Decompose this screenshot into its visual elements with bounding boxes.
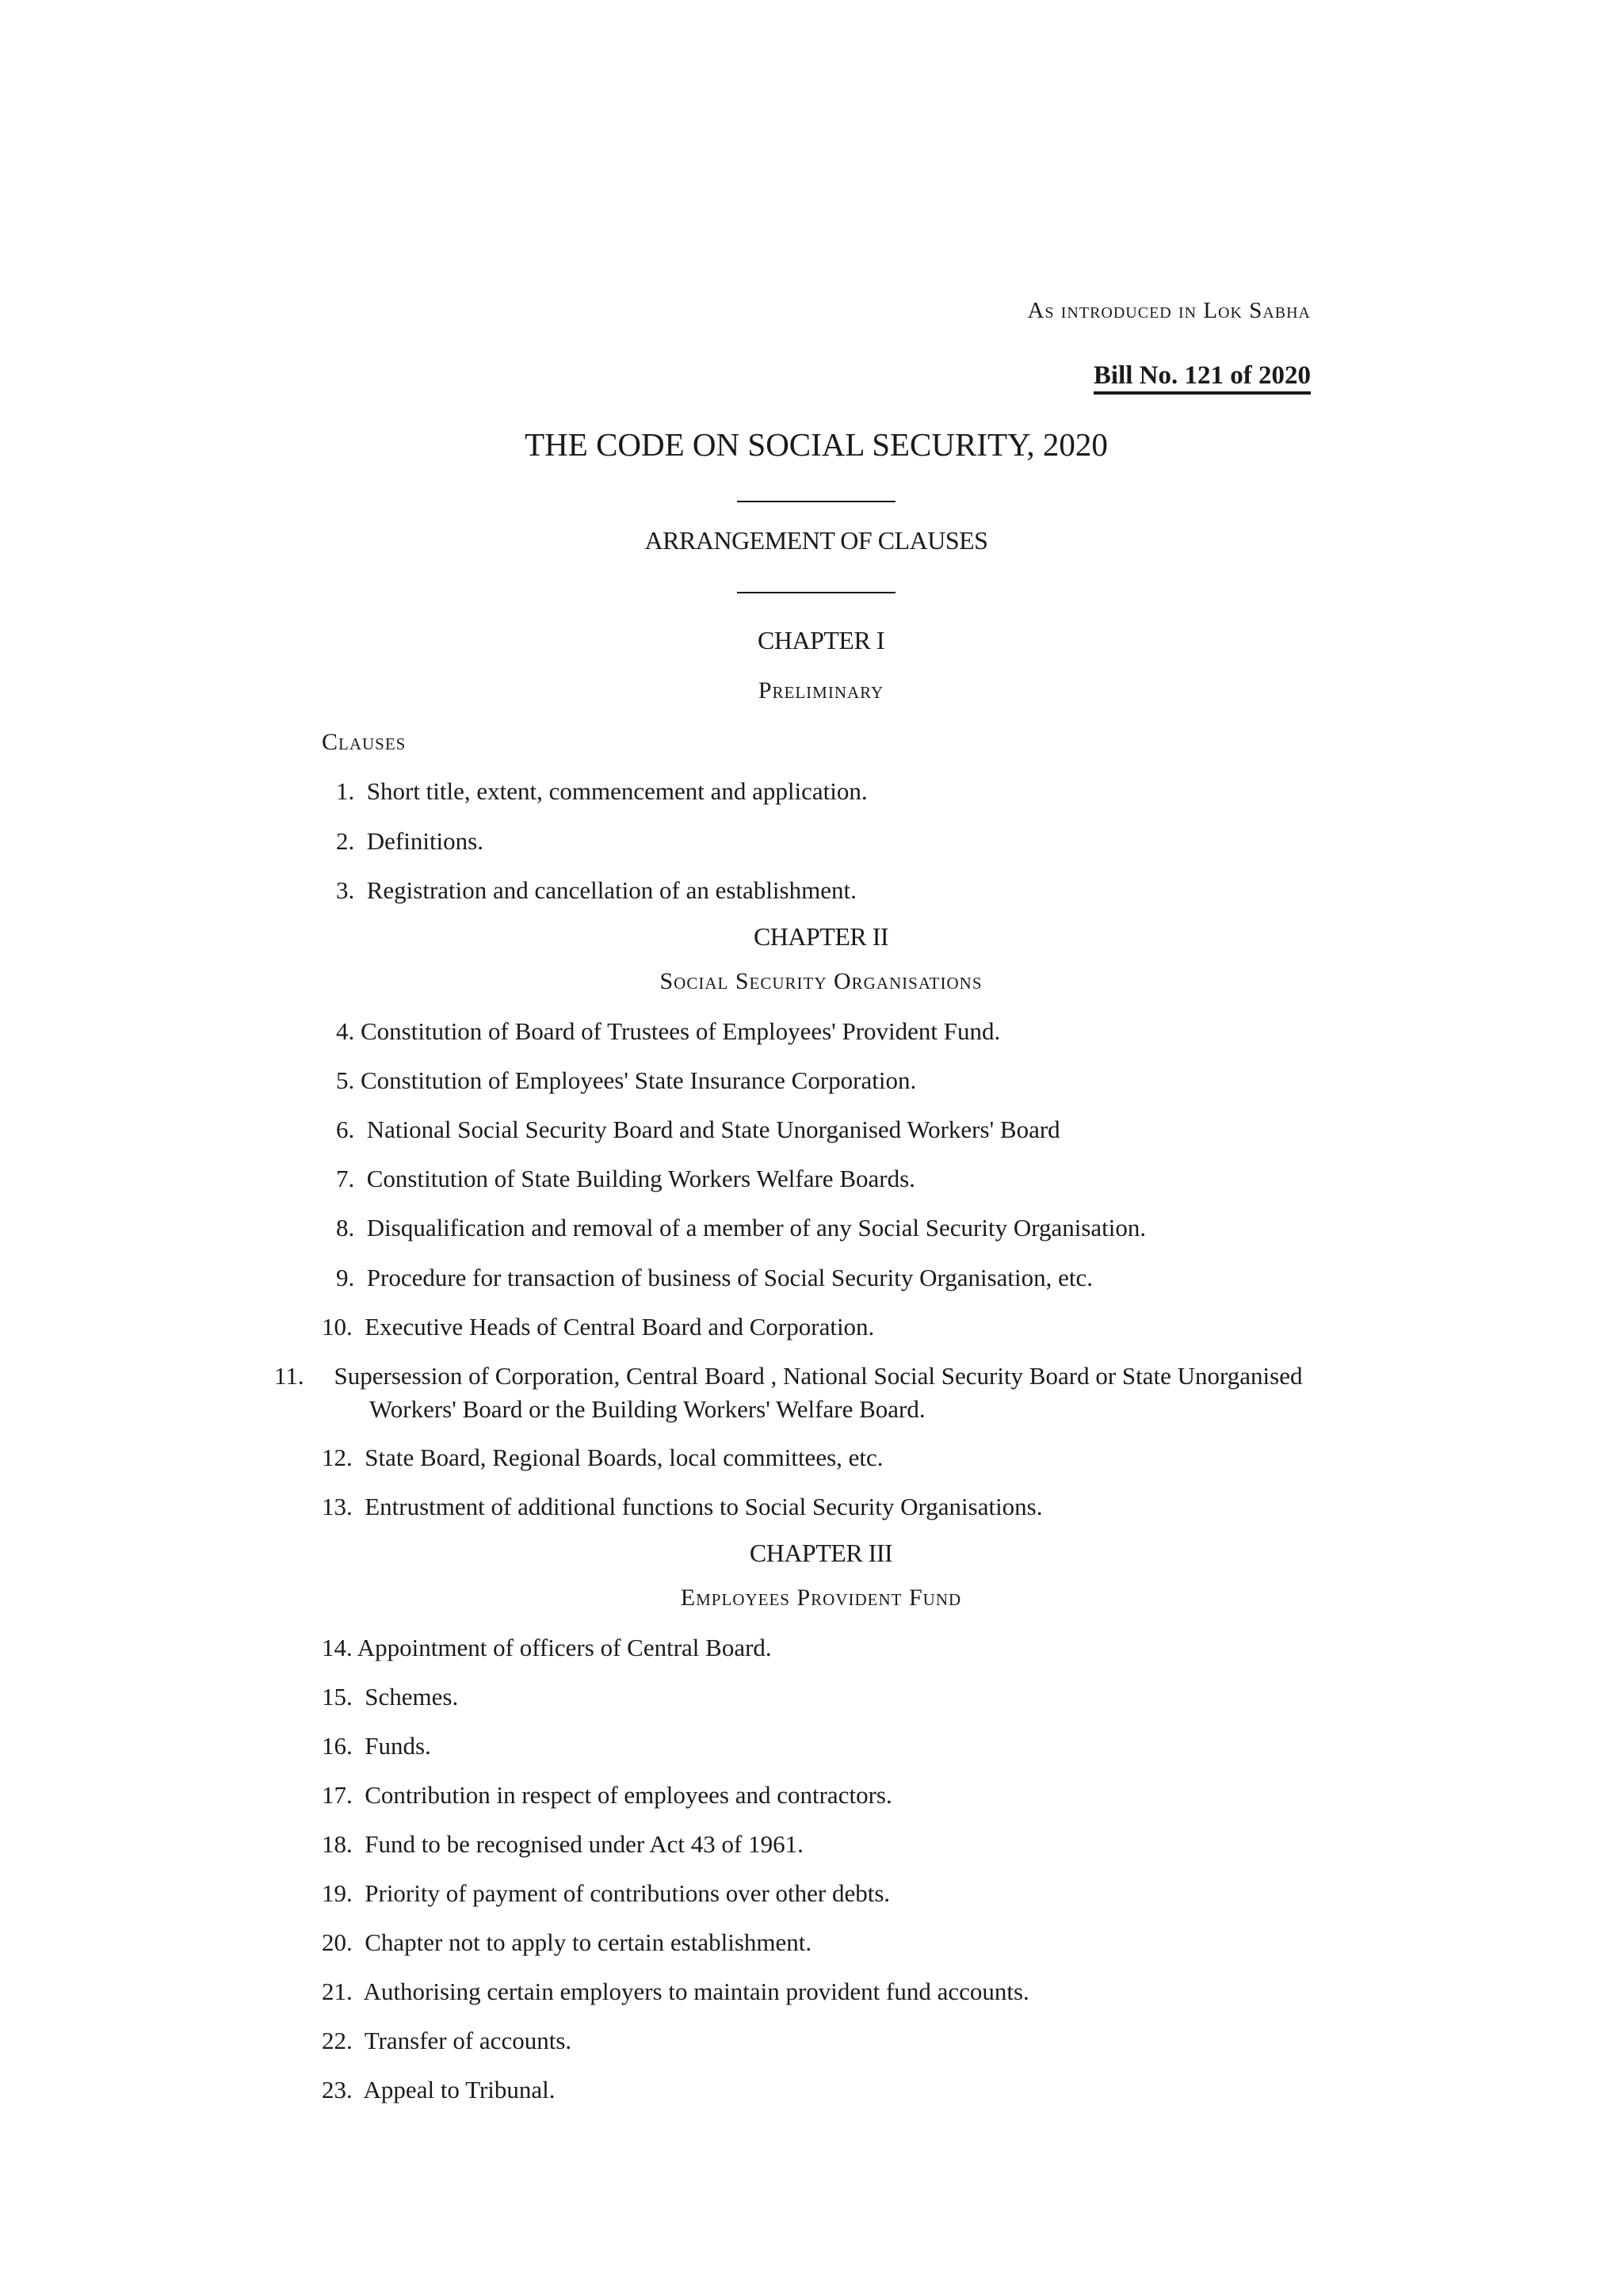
clause-text: State Board, Regional Boards, local committees, etc. [365,1444,884,1471]
bill-number: Bill No. 121 of 2020 [1094,362,1311,395]
clause-item [322,1730,1312,1763]
clause-number: 19. [322,1879,353,1907]
clause-number: 15. [322,1683,353,1711]
clause-text: Appointment of officers of Central Board. [357,1634,772,1661]
clause-text: Schemes. [365,1683,459,1711]
clause-item [322,1064,1312,1097]
clause-number: 5. [336,1066,355,1094]
clause-text: Constitution of Employees' State Insurance Corporation. [361,1066,917,1094]
clause-number: 13. [322,1493,353,1520]
chapter-subheading: Social Security Organisations [659,968,983,994]
clause-item [322,1113,1312,1146]
clause-number: 1. [336,777,355,805]
clause-text: Contribution in respect of employees and contractors. [365,1781,892,1809]
clause-item [322,1926,1312,1959]
clause-number: 10. [322,1313,353,1341]
clause-number: 23. [322,2076,353,2103]
clause-item [322,2073,1312,2107]
clause-text: Funds. [365,1732,431,1760]
clause-text: Appeal to Tribunal. [363,2076,556,2103]
clause-number: 6. [336,1116,355,1143]
clause-number: 3. [336,876,355,904]
clause-number: 12. [322,1444,353,1471]
divider-rule [737,501,896,502]
clause-number: 8. [336,1214,355,1241]
clause-item [322,1441,1312,1474]
clause-number: 16. [322,1732,353,1760]
clause-item [322,1310,1312,1344]
document-title: THE CODE ON SOCIAL SECURITY, 2020 [525,426,1108,463]
introduced-note: As introduced in Lok Sabha [1027,298,1311,323]
clause-number: 7. [336,1165,355,1192]
clause-item [322,1680,1312,1714]
clause-text: Registration and cancellation of an establishment. [366,876,857,904]
clause-item [322,1211,1312,1245]
clause-item [322,1779,1312,1812]
clause-item [322,775,1312,808]
clause-text: Transfer of accounts. [364,2027,572,2054]
clause-item [322,1261,1312,1295]
clauses-label: Clauses [322,729,407,755]
chapter-heading: CHAPTER III [749,1539,893,1567]
chapter-subheading: Employees Provident Fund [680,1585,962,1611]
chapter-subheading: Preliminary [758,677,884,704]
clause-number: 20. [322,1928,353,1956]
arrangement-heading: ARRANGEMENT OF CLAUSES [644,526,988,555]
chapter-heading: CHAPTER II [753,922,889,951]
clause-text: Executive Heads of Central Board and Corporation. [365,1313,875,1341]
clause-number: 2. [336,827,355,855]
clause-text: Disqualification and removal of a member of any Social Security Organisation. [366,1214,1147,1241]
clause-number: 14. [322,1634,353,1661]
clause-text: Chapter not to apply to certain establishment. [365,1928,812,1956]
divider-rule [737,592,896,593]
clause-number: 22. [322,2027,353,2054]
clause-item [322,1828,1312,1861]
clause-item [322,1631,1312,1665]
clause-number: 9. [336,1264,355,1291]
clause-text: Authorising certain employers to maintain provident fund accounts. [363,1978,1029,2005]
clause-item [322,1162,1312,1196]
clause-text: Definitions. [366,827,483,855]
clause-item [322,825,1312,858]
clause-text: Entrustment of additional functions to Social Security Organisations. [365,1493,1043,1520]
clause-number: 18. [322,1830,353,1858]
clause-text: Supersession of Corporation, Central Board , National Social Security Board or State Unorganised Workers' Board or the Building Workers' Welfare Board. [334,1362,1303,1423]
clause-item [322,1877,1312,1910]
clause-item [322,874,1312,907]
clause-item [322,1975,1312,2008]
clause-item [322,1490,1312,1524]
clause-text: Constitution of State Building Workers Welfare Boards. [366,1165,915,1192]
clause-item: 11. Supersession of Corporation, Central Board , National Social Security Board or State Unorganised Workers' Board or the Building Workers' Welfare Board. [274,1362,1303,1423]
clause-text: National Social Security Board and State Unorganised Workers' Board [366,1116,1060,1143]
clause-text: Constitution of Board of Trustees of Employees' Provident Fund. [361,1017,1001,1045]
clause-text: Procedure for transaction of business of Social Security Organisation, etc. [366,1264,1094,1291]
clause-number: 21. [322,1978,353,2005]
clause-item [322,1015,1312,1048]
clause-text: Priority of payment of contributions over other debts. [365,1879,891,1907]
clause-number: 17. [322,1781,353,1809]
clause-text: Fund to be recognised under Act 43 of 1961. [365,1830,804,1858]
chapter-heading: CHAPTER I [758,626,884,654]
clause-text: Short title, extent, commencement and application. [366,777,868,805]
clause-item [322,2024,1312,2058]
clause-number: 4. [336,1017,355,1045]
